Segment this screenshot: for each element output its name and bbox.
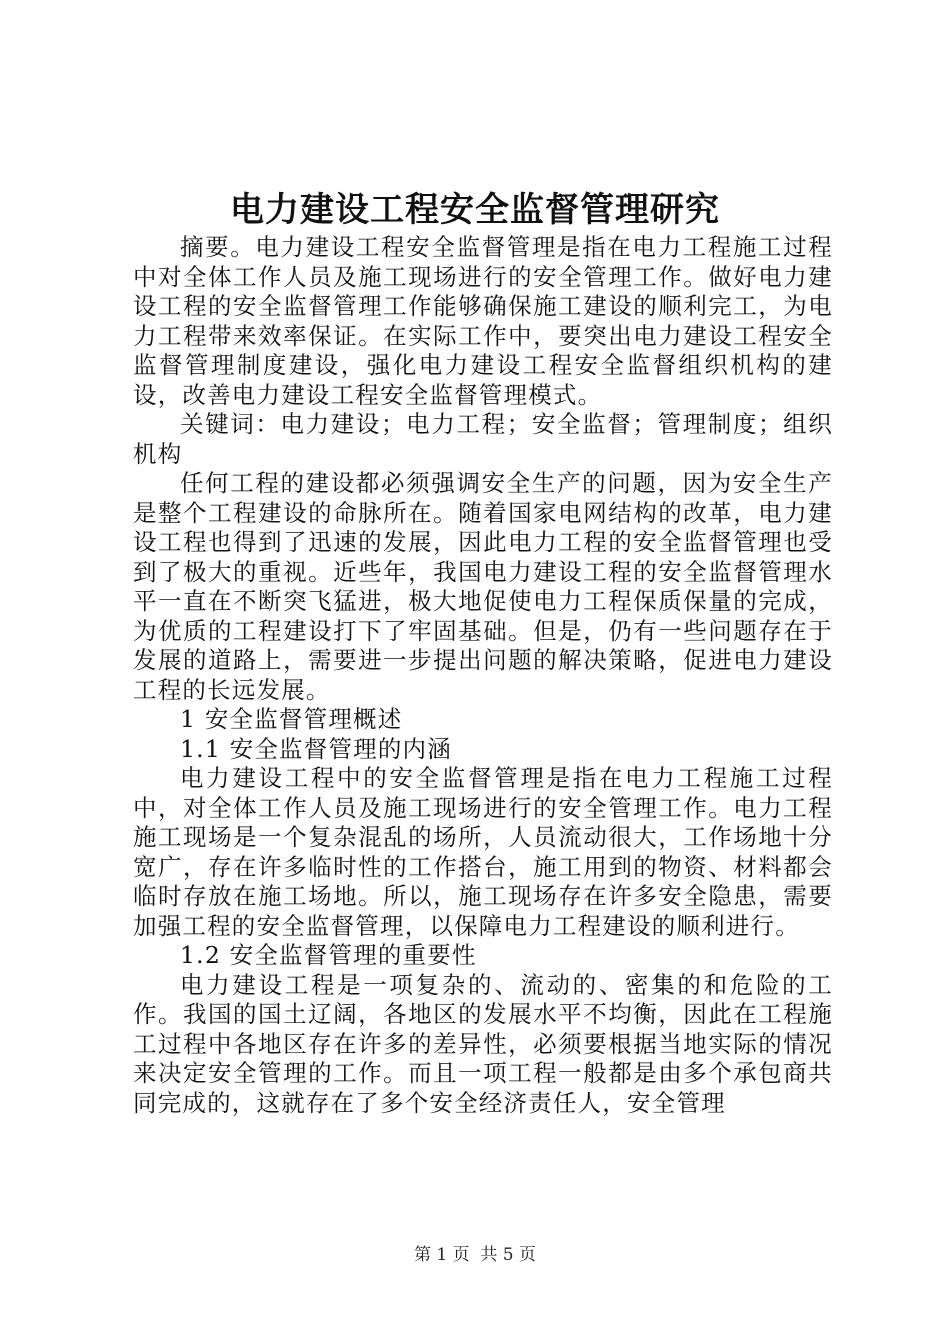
document-body [133, 233, 833, 1118]
section-1-1-paragraph: 电力建设工程中的安全监督管理是指在电力工程施工过程中，对全体工作人员及施工现场进行的安全管理工作。电力工程施工现场是一个复杂混乱的场所，人员流动很大，工作场地十分宽广，存在许多临时性的工作搭台，施工用到的物资、材料都会临时存放在施工场地。所以，施工现场存在许多安全隐患，需要加强工程的安全监督管理，以保障电力工程建设的顺利进行。 [133, 764, 833, 940]
section-heading-1: 1 安全监督管理概述 [180, 705, 403, 733]
page-number-label: 第 1 页 共 5 页 [413, 1245, 537, 1265]
page-footer [0, 1243, 950, 1267]
section-heading-1-2: 1.2 安全监督管理的重要性 [180, 941, 477, 969]
intro-paragraph: 任何工程的建设都必须强调安全生产的问题，因为安全生产是整个工程建设的命脉所在。随着国家电网结构的改革，电力建设工程也得到了迅速的发展，因此电力工程的安全监督管理也受到了极大的重视。近些年，我国电力建设工程的安全监督管理水平一直在不断突飞猛进，极大地促使电力工程保质保量的完成，为优质的工程建设打下了牢固基础。但是，仍有一些问题存在于发展的道路上，需要进一步提出问题的解决策略，促进电力建设工程的长远发展。 [133, 469, 833, 704]
section-heading-1-1: 1.1 安全监督管理的内涵 [180, 734, 452, 763]
keywords-paragraph: 关键词：电力建设；电力工程；安全监督；管理制度；组织机构 [133, 410, 833, 468]
document-title: 电力建设工程安全监督管理研究 [230, 190, 720, 230]
abstract-paragraph: 摘要。电力建设工程安全监督管理是指在电力工程施工过程中对全体工作人员及施工现场进行的安全管理工作。做好电力建设工程的安全监督管理工作能够确保施工建设的顺利完工，为电力工程带来效率保证。在实际工作中，要突出电力建设工程安全监督管理制度建设，强化电力建设工程安全监督组织机构的建设，改善电力建设工程安全监督管理模式。 [133, 233, 833, 409]
section-1-2-paragraph: 电力建设工程是一项复杂的、流动的、密集的和危险的工作。我国的国土辽阔，各地区的发展水平不均衡，因此在工程施工过程中各地区存在许多的差异性，必须要根据当地实际的情况来决定安全管理的工作。而且一项工程一般都是由多个承包商共同完成的，这就存在了多个安全经济责任人，安全管理 [133, 970, 833, 1117]
